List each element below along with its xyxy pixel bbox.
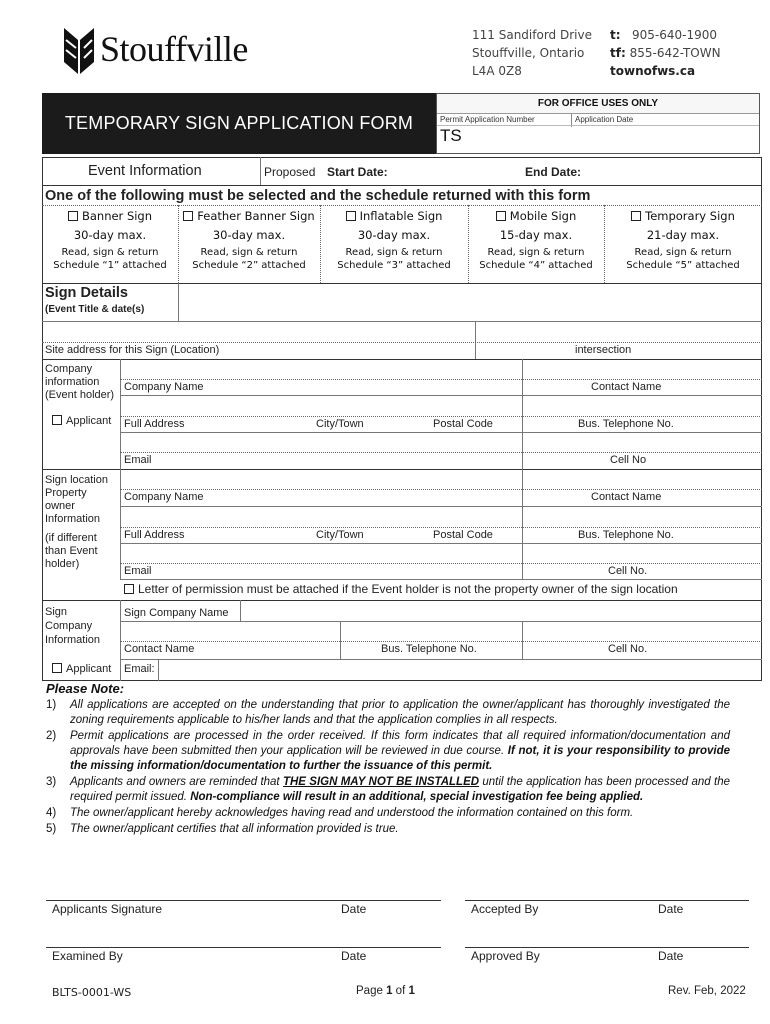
divider	[42, 185, 762, 186]
tel-label: t:	[610, 28, 621, 42]
city-label[interactable]: City/Town	[316, 418, 364, 430]
office-rule	[437, 125, 759, 126]
sign-type-temporary[interactable]: Temporary Sign 21-day max. Read, sign & return Schedule “5” attached	[626, 209, 740, 271]
owner-postal-code-label[interactable]: Postal Code	[433, 529, 493, 541]
owner-info-label: Sign location Property owner Information (if different than Event holder)	[45, 474, 108, 570]
town-address	[472, 26, 592, 80]
note-5: 5) The owner/applicant certifies that all information provided is true.	[46, 823, 399, 835]
full-address-label[interactable]: Full Address	[124, 418, 185, 430]
divider	[240, 600, 241, 621]
sign-email-label[interactable]: Email:	[124, 663, 155, 675]
owner-full-address-label[interactable]: Full Address	[124, 529, 185, 541]
checkbox[interactable]	[68, 211, 78, 221]
divider	[120, 621, 762, 622]
site-address-label[interactable]: Site address for this Sign (Location)	[45, 344, 220, 356]
owner-email-label[interactable]: Email	[124, 565, 152, 577]
divider	[340, 621, 341, 659]
note-4: 4) The owner/applicant hereby acknowledges having read and understood the information contained on this form.	[46, 807, 634, 819]
divider	[42, 600, 762, 601]
sign-type-feather-banner[interactable]: Feather Banner Sign 30-day max. Read, sign & return Schedule “2” attached	[178, 209, 320, 271]
checkbox[interactable]	[52, 415, 62, 425]
divider	[42, 205, 762, 206]
start-date-label[interactable]: Start Date:	[327, 165, 388, 179]
accepted-by-line[interactable]	[465, 900, 749, 901]
sign-details-heading: Sign Details	[45, 285, 128, 301]
divider	[120, 395, 762, 396]
logo-text: Stouffville	[100, 29, 248, 69]
address-line-1: 111 Sandiford Drive	[472, 28, 592, 42]
sign-type-mobile[interactable]: Mobile Sign 15-day max. Read, sign & return Schedule “4” attached	[479, 209, 593, 271]
event-info-heading: Event Information	[88, 163, 202, 179]
accepted-by-label: Accepted By	[471, 902, 539, 916]
divider	[120, 379, 762, 380]
sign-type-inflatable[interactable]: Inflatable Sign 30-day max. Read, sign & return Schedule “3” attached	[337, 209, 451, 271]
divider	[120, 506, 762, 507]
application-date-label: Application Date	[575, 115, 634, 124]
contact-name-label[interactable]: Contact Name	[591, 381, 662, 393]
divider	[120, 543, 762, 544]
notes-title: Please Note:	[46, 681, 125, 696]
owner-bus-phone-label[interactable]: Bus. Telephone No.	[578, 529, 674, 541]
address-line-3: L4A 0Z8	[472, 64, 522, 78]
divider	[522, 621, 523, 659]
sign-cell-label[interactable]: Cell No.	[608, 643, 648, 655]
sign-details-sub: (Event Title & date(s)	[45, 304, 145, 315]
applicant-signature-line[interactable]	[46, 900, 441, 901]
tollfree-number: 855-642-TOWN	[629, 46, 721, 60]
postal-code-label[interactable]: Postal Code	[433, 418, 493, 430]
date-label: Date	[341, 949, 367, 963]
checkbox[interactable]	[124, 584, 134, 594]
checkbox[interactable]	[496, 211, 506, 221]
website: townofws.ca	[610, 64, 696, 78]
divider	[120, 432, 762, 433]
applicant-signature-label: Applicants Signature	[52, 902, 163, 916]
checkbox[interactable]	[631, 211, 641, 221]
owner-cell-label[interactable]: Cell No.	[608, 565, 648, 577]
town-contact	[610, 26, 721, 80]
date-label: Date	[658, 902, 684, 916]
sign-bus-phone-label[interactable]: Bus. Telephone No.	[381, 643, 477, 655]
divider	[120, 641, 762, 642]
revision-date: Rev. Feb, 2022	[668, 985, 746, 997]
intersection-label[interactable]: intersection	[575, 344, 632, 356]
divider	[42, 469, 762, 470]
address-line-2: Stouffville, Ontario	[472, 46, 585, 60]
examined-by-label: Examined By	[52, 949, 123, 963]
proposed-label: Proposed	[264, 165, 316, 179]
owner-company-name-label[interactable]: Company Name	[124, 491, 204, 503]
email-label[interactable]: Email	[124, 454, 152, 466]
town-logo-icon	[60, 26, 100, 76]
divider	[120, 579, 762, 580]
office-use-box	[436, 93, 760, 154]
tollfree-label: tf:	[610, 46, 626, 60]
form-code: BLTS-0001-WS	[52, 986, 132, 999]
date-label: Date	[341, 902, 367, 916]
sign-company-name-label[interactable]: Sign Company Name	[124, 607, 229, 619]
tel-number: 905-640-1900	[632, 28, 718, 42]
date-label: Date	[658, 949, 684, 963]
divider	[120, 489, 762, 490]
divider	[42, 321, 762, 322]
company-name-label[interactable]: Company Name	[124, 381, 204, 393]
notes-section	[46, 681, 730, 837]
divider	[42, 342, 762, 343]
divider	[120, 659, 762, 660]
checkbox[interactable]	[52, 663, 62, 673]
divider	[158, 659, 159, 681]
office-use-heading: FOR OFFICE USES ONLY	[437, 94, 759, 114]
note-1: 1) All applications are accepted on the understanding that prior to application the owner/applicant has thoroughly investigated the zoning requirements applicable to his/her lands and that the application complies in all respects.	[46, 699, 730, 726]
permit-number-label: Permit Application Number	[440, 115, 535, 124]
divider	[120, 416, 762, 417]
form-title: TEMPORARY SIGN APPLICATION FORM	[42, 93, 436, 154]
divider	[475, 321, 476, 359]
applicant-checkbox[interactable]: Applicant	[52, 415, 111, 427]
divider	[42, 283, 762, 284]
permit-prefix: TS	[440, 126, 462, 145]
examined-by-line[interactable]	[46, 947, 441, 948]
company-info-label: Company information (Event holder)	[45, 363, 115, 401]
approved-by-label: Approved By	[471, 949, 540, 963]
note-2: 2) Permit applications are processed in the order received. If this form indicates that all required information/documentation and approvals have been submitted then your application will be reviewed in due course. If not, it is your responsibility to provide the missing information/documentation to further the issuance of this permit.	[46, 730, 730, 772]
checkbox[interactable]	[183, 211, 193, 221]
divider	[260, 157, 261, 185]
note-3: 3) Applicants and owners are reminded that THE SIGN MAY NOT BE INSTALLED until the application has been processed and the required permit issued. Non-compliance will result in an additional, special investigation fee being applied.	[46, 776, 731, 803]
bus-phone-label[interactable]: Bus. Telephone No.	[578, 418, 674, 430]
cell-label[interactable]: Cell No	[610, 454, 647, 466]
sign-company-info-label: Sign Company Information	[45, 606, 101, 646]
checkbox[interactable]	[346, 211, 356, 221]
sign-contact-name-label[interactable]: Contact Name	[124, 643, 195, 655]
sign-type-banner[interactable]: Banner Sign 30-day max. Read, sign & return Schedule “1” attached	[53, 209, 167, 271]
end-date-label[interactable]: End Date:	[525, 165, 582, 179]
divider	[120, 563, 762, 564]
letter-of-permission[interactable]: Letter of permission must be attached if the Event holder is not the property owner of the sign location	[124, 582, 678, 596]
divider	[178, 283, 179, 321]
divider	[120, 452, 762, 453]
approved-by-line[interactable]	[465, 947, 749, 948]
page-indicator: Page 1 of 1	[356, 985, 415, 997]
sign-applicant-checkbox[interactable]: Applicant	[52, 663, 111, 675]
owner-city-label[interactable]: City/Town	[316, 529, 364, 541]
divider	[120, 527, 762, 528]
owner-contact-name-label[interactable]: Contact Name	[591, 491, 662, 503]
divider	[42, 359, 762, 360]
selection-note: One of the following must be selected and the schedule returned with this form	[45, 188, 591, 204]
